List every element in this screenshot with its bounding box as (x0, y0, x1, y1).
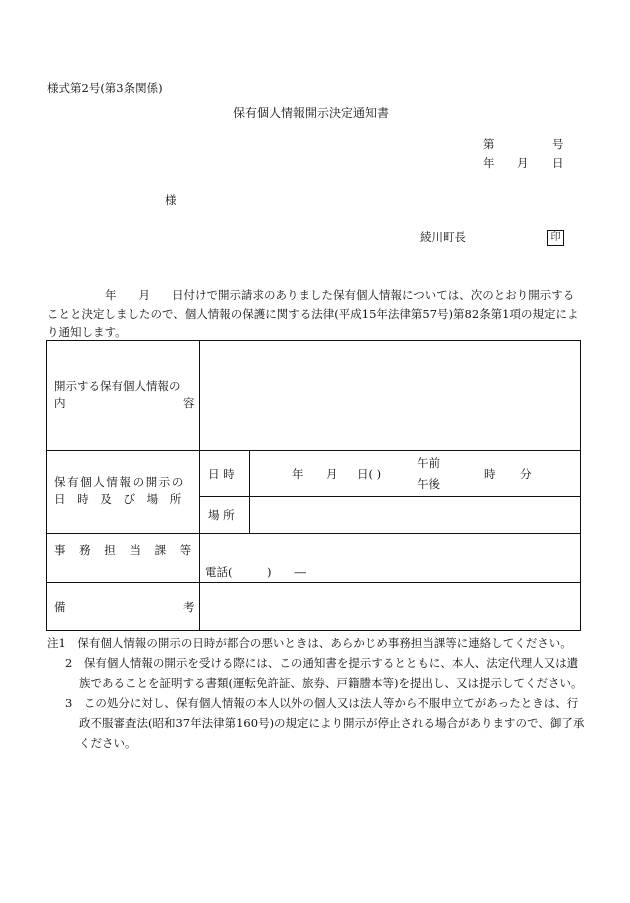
disclosure-table (46, 340, 581, 631)
datetime-month: 月 (326, 467, 338, 481)
body-text: 日付けで開示請求のありました保有個人情報については、次のとおり開示することと決定しましたので、個人情報の保護に関する法律(平成15年法律第57号)第82条第1項の規定により通知します。 (47, 288, 579, 339)
doc-number-prefix: 第 (483, 137, 495, 151)
note-3-end: ください。 (79, 736, 137, 750)
issuer: 綾川町長 (420, 230, 466, 244)
office-label: 事 務 担 当 課 等 (54, 543, 197, 557)
datetime-place-label-line1: 保有個人情報の開示の (54, 475, 185, 489)
remarks-label-b: 考 (183, 600, 195, 614)
note-2: 2 保有個人情報の開示を受ける際には、この通知書を提示するとともに、本人、法定代理人又は遺 (65, 656, 579, 670)
date-month: 月 (517, 156, 529, 170)
hour-label: 時 (484, 467, 496, 481)
body-paragraph (47, 286, 583, 342)
form-id: 様式第2号(第3条関係) (47, 81, 163, 95)
content-label-line2a: 内 (54, 396, 66, 410)
phone-field: 電話( ) ― (205, 565, 306, 579)
pm-label: 午後 (417, 477, 440, 491)
datetime-place-label-line2: 日 時 及 び 場 所 (54, 492, 186, 506)
notes (47, 633, 587, 753)
note-3-cont: 政不服審査法(昭和37年法律第160号)の規定により開示が停止される場合がありますので、御了承 (79, 716, 585, 730)
body-year: 年 (105, 288, 117, 302)
seal-mark: 印 (547, 230, 564, 246)
note-2-cont: 族であることを証明する書類(運転免許証、旅券、戸籍謄本等)を提出し、又は提示してください。 (79, 676, 583, 690)
addressee-suffix: 様 (165, 193, 177, 207)
note-3: 3 この処分に対し、保有個人情報の本人以外の個人又は法人等から不服申立てがあったときは、行 (65, 696, 579, 710)
remarks-label-a: 備 (54, 600, 66, 614)
datetime-day: 日( ) (357, 467, 382, 481)
date-year: 年 (483, 156, 495, 170)
am-label: 午前 (417, 456, 440, 470)
note-1: 注1 保有個人情報の開示の日時が都合の悪いときは、あらかじめ事務担当課等に連絡してください。 (47, 636, 572, 650)
place-label: 場 所 (208, 508, 235, 522)
minute-label: 分 (520, 467, 532, 481)
datetime-label: 日 時 (208, 467, 235, 481)
body-month: 月 (138, 288, 150, 302)
date-day: 日 (552, 156, 564, 170)
content-label-line2b: 容 (183, 396, 195, 410)
document-title: 保有個人情報開示決定通知書 (233, 106, 390, 120)
datetime-year: 年 (292, 467, 304, 481)
content-label-line1: 開示する保有個人情報の (54, 379, 181, 393)
doc-number-suffix: 号 (552, 137, 564, 151)
